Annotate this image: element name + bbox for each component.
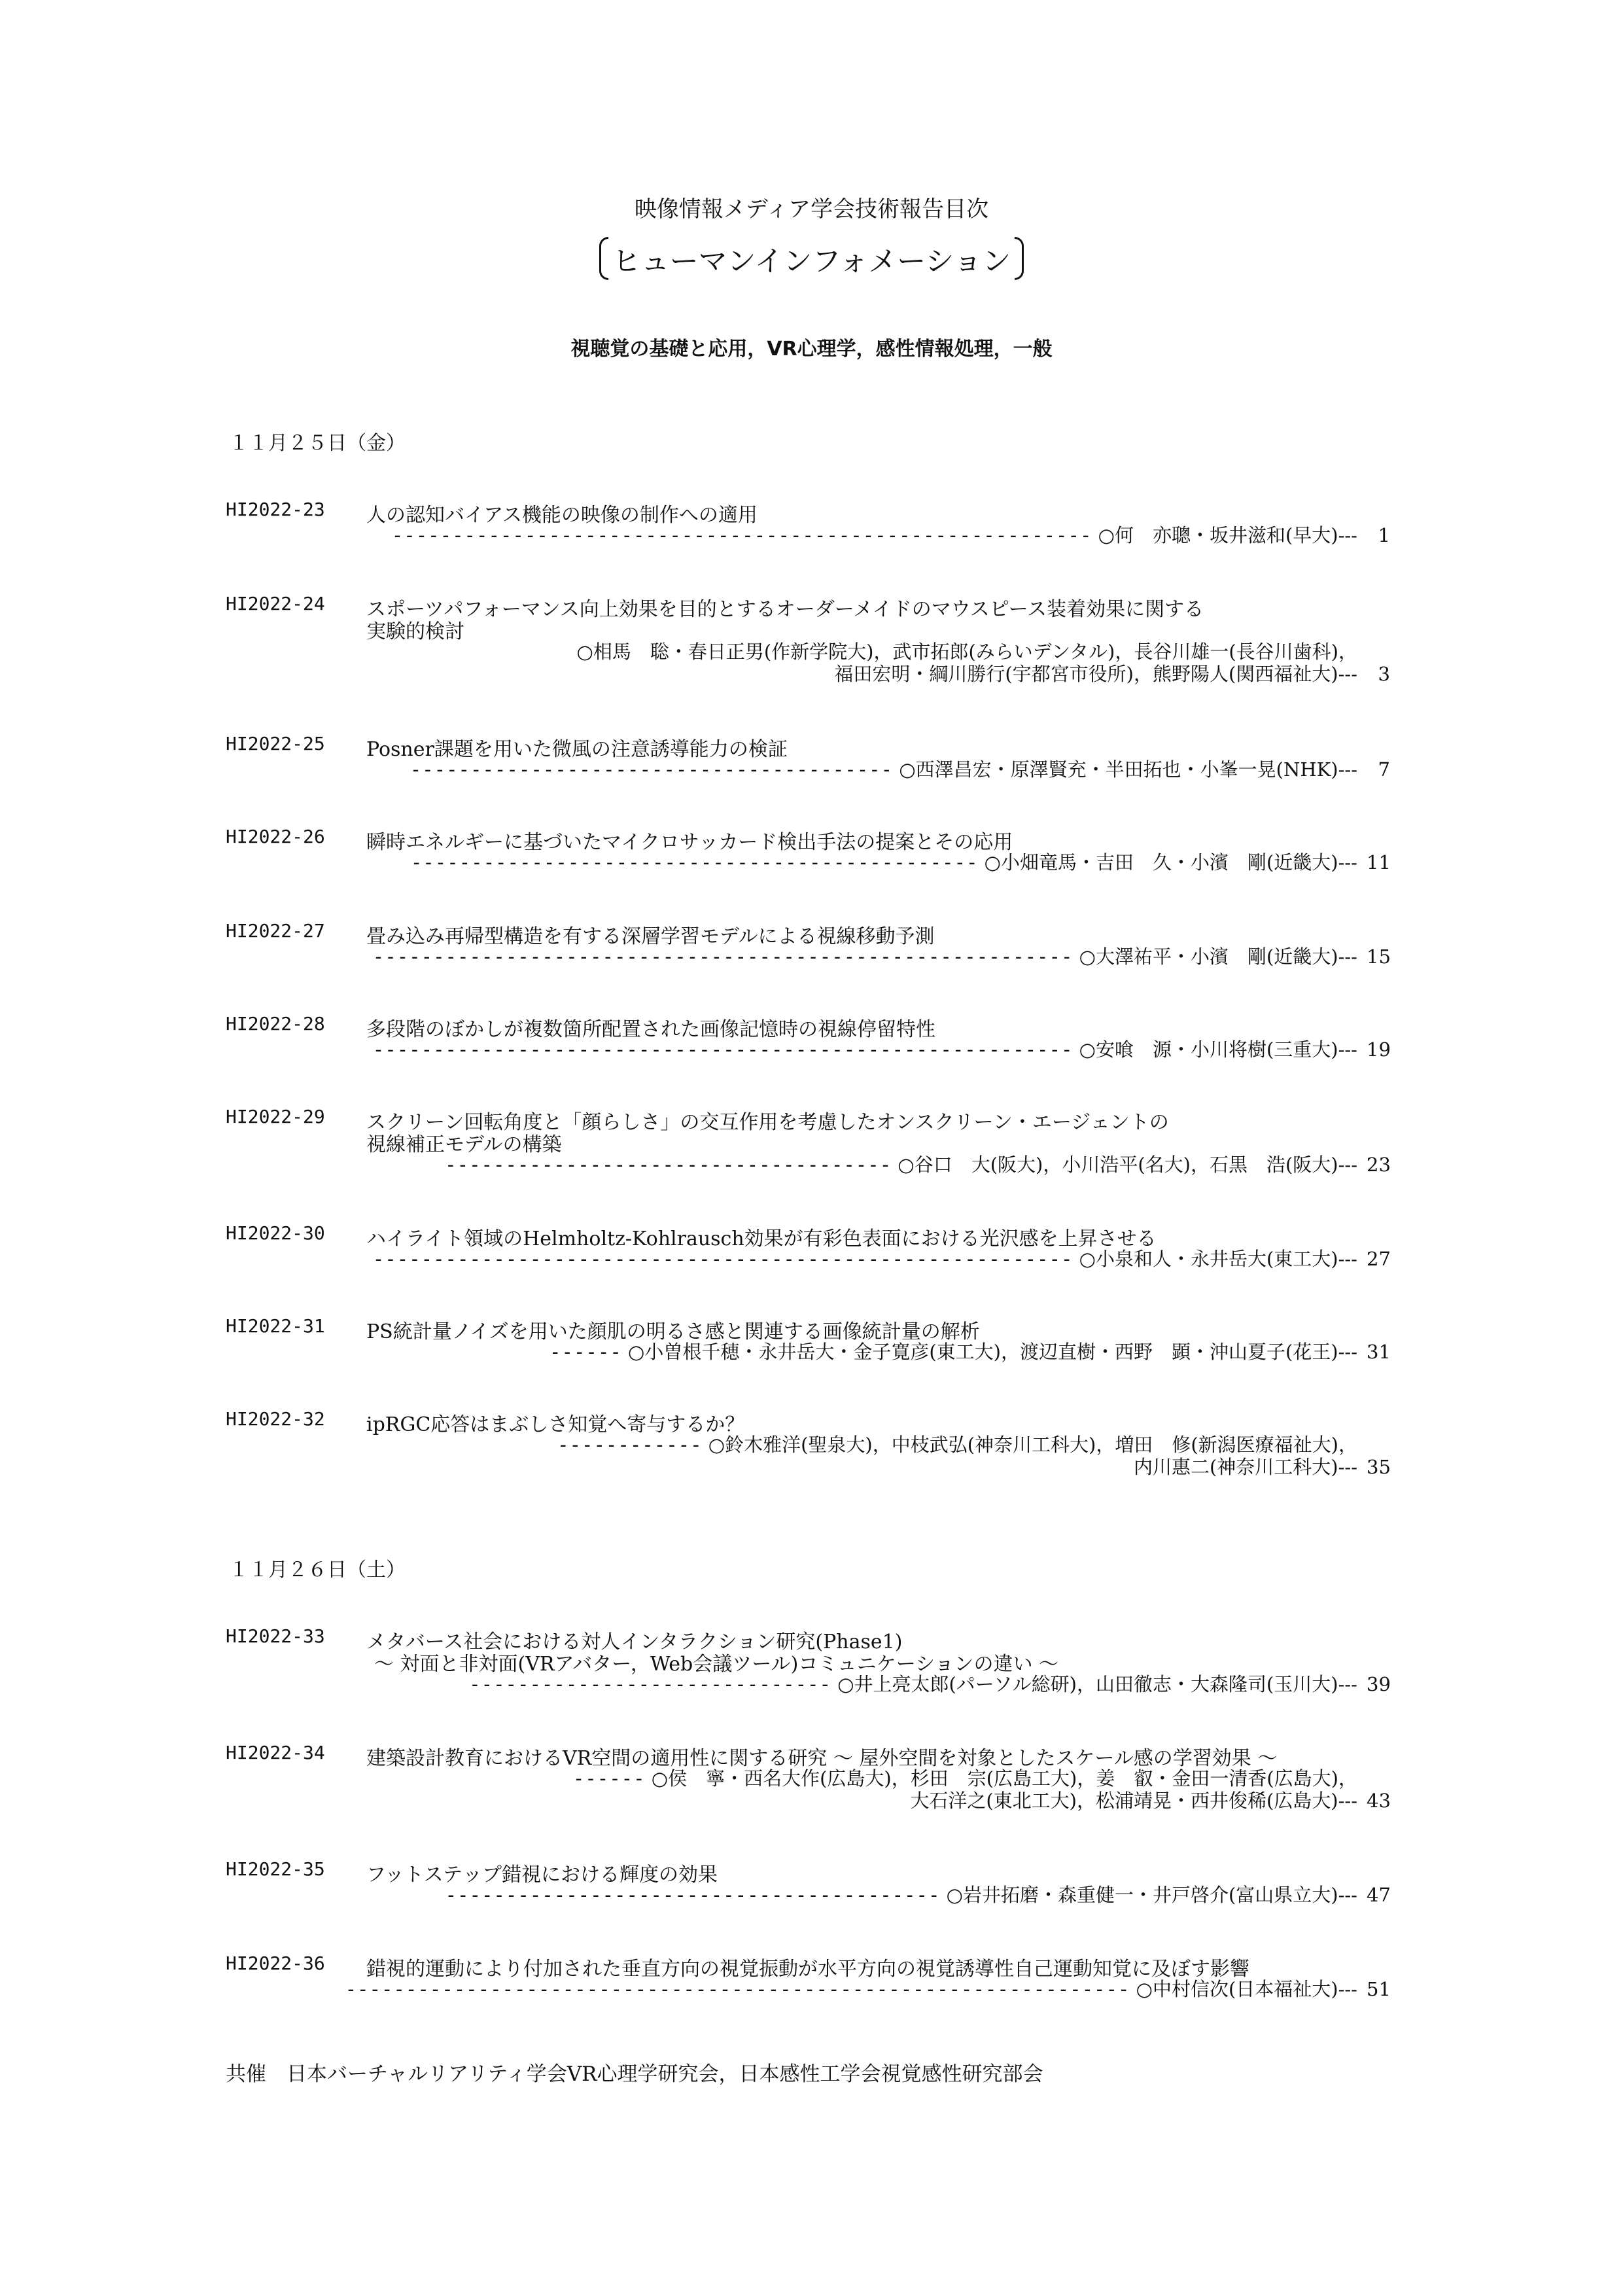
authors: 大石洋之(東北工大)，松浦靖晃・西井俊稀(広島大)--- bbox=[910, 1790, 1357, 1812]
authors: ○鈴木雅洋(聖泉大)，中枝武弘(神奈川工科大)，増田 修(新潟医療福祉大)， bbox=[708, 1434, 1357, 1456]
author-line bbox=[1134, 1453, 1390, 1479]
report-title: ipRGC応答はまぶしさ知覚へ寄与するか？ bbox=[366, 1413, 745, 1436]
report-title-cont: 実験的検討 bbox=[366, 620, 464, 643]
report-code: HI2022-34 bbox=[226, 1742, 325, 1763]
report-code: HI2022-35 bbox=[226, 1858, 325, 1880]
author-line bbox=[445, 1150, 1390, 1177]
report-title: 人の認知バイアス機能の映像の制作への適用 bbox=[366, 504, 758, 527]
day-heading: １１月２６日（土） bbox=[229, 1559, 406, 1581]
report-code: HI2022-29 bbox=[226, 1106, 325, 1127]
report-code: HI2022-36 bbox=[226, 1952, 325, 1974]
leader-dashes: ---------------------------------------------------------- bbox=[372, 1038, 1073, 1061]
report-title: Posner課題を用いた微風の注意誘導能力の検証 bbox=[366, 738, 788, 761]
author-line bbox=[373, 1035, 1390, 1062]
leader-dashes: ------------------------------------- bbox=[445, 1154, 892, 1176]
leader-dashes: ---------------------------------------------------------- bbox=[391, 524, 1092, 546]
author-line bbox=[834, 660, 1390, 686]
left-bracket bbox=[599, 237, 608, 280]
authors: 内川惠二(神奈川工科大)--- bbox=[1133, 1456, 1357, 1478]
page-number: 27 bbox=[1367, 1248, 1391, 1270]
report-title: 瞬時エネルギーに基づいたマイクロサッカード検出手法の提案とその応用 bbox=[366, 831, 1013, 854]
leader-dashes: ------------------------------ bbox=[469, 1673, 831, 1695]
authors: 福田宏明・綱川勝行(宇都宮市役所)，熊野陽人(関西福祉大)--- bbox=[834, 663, 1357, 685]
author-line bbox=[445, 1881, 1390, 1907]
authors: ○小曽根千穂・永井岳大・金子寛彦(東工大)，渡辺直樹・西野 顕・沖山夏子(花王)--- bbox=[628, 1341, 1357, 1363]
report-title-cont: 〜 対面と非対面(VRアバター，Web会議ツール)コミュニケーションの違い 〜 bbox=[374, 1653, 1059, 1676]
leader-dashes: ----------------------------------------------------------------- bbox=[345, 1978, 1130, 2000]
report-title: メタバース社会における対人インタラクション研究(Phase1) bbox=[366, 1631, 903, 1653]
author-line bbox=[910, 1786, 1390, 1813]
document-subtitle: 視聴覚の基礎と応用，VR心理学，感性情報処理，一般 bbox=[570, 338, 1053, 361]
report-code: HI2022-25 bbox=[226, 733, 325, 754]
report-title: スポーツパフォーマンス向上効果を目的とするオーダーメイドのマウスピース装着効果に関する bbox=[366, 598, 1204, 621]
report-code: HI2022-26 bbox=[226, 826, 325, 847]
report-code: HI2022-23 bbox=[226, 499, 325, 520]
leader-dashes: ------------ bbox=[557, 1434, 703, 1456]
authors: ○何 亦聰・坂井滋和(早大)--- bbox=[1098, 524, 1357, 546]
page-number: 31 bbox=[1367, 1341, 1391, 1363]
report-code: HI2022-33 bbox=[226, 1625, 325, 1647]
leader-dashes: ------ bbox=[572, 1767, 646, 1790]
authors: ○相馬 聡・春日正男(作新学院大)，武市拓郎(みらいデンタル)，長谷川雄一(長谷川歯科)， bbox=[576, 641, 1357, 663]
author-line bbox=[411, 848, 1390, 875]
leader-dashes: ------ bbox=[550, 1341, 622, 1363]
authors: ○井上亮太郎(パーソル総研)，山田徹志・大森隆司(玉川大)--- bbox=[837, 1673, 1357, 1695]
document-title: 映像情報メディア学会技術報告目次 bbox=[634, 196, 989, 222]
authors: ○侯 寧・西名大作(広島大)，杉田 宗(広島工大)，姜 叡・金田一清香(広島大)， bbox=[651, 1767, 1357, 1790]
author-line bbox=[410, 755, 1390, 782]
authors: ○安喰 源・小川将樹(三重大)--- bbox=[1079, 1038, 1357, 1061]
leader-dashes: ----------------------------------------------- bbox=[410, 851, 979, 874]
authors: ○岩井拓磨・森重健一・井戸啓介(富山県立大)--- bbox=[946, 1884, 1357, 1906]
day-heading: １１月２５日（金） bbox=[229, 432, 406, 455]
authors: ○大澤祐平・小濱 剛(近畿大)--- bbox=[1079, 945, 1357, 968]
report-title: スクリーン回転角度と「顔らしさ」の交互作用を考慮したオンスクリーン・エージェントの bbox=[366, 1111, 1169, 1134]
report-title-cont: 視線補正モデルの構築 bbox=[366, 1133, 562, 1156]
page-number: 1 bbox=[1378, 524, 1390, 546]
page-number: 7 bbox=[1378, 758, 1390, 781]
authors: ○小泉和人・永井岳大(東工大)--- bbox=[1079, 1248, 1357, 1270]
series-label: ヒューマンインフォメーション bbox=[612, 245, 1011, 278]
page-number: 35 bbox=[1367, 1456, 1391, 1478]
leader-dashes: ---------------------------------------------------------- bbox=[372, 945, 1073, 968]
leader-dashes: ---------------------------------------------------------- bbox=[372, 1248, 1073, 1270]
page-number: 19 bbox=[1367, 1038, 1391, 1061]
report-title: PS統計量ノイズを用いた顔肌の明るさ感と関連する画像統計量の解析 bbox=[366, 1320, 980, 1343]
report-title: フットステップ錯視における輝度の効果 bbox=[366, 1863, 718, 1886]
report-code: HI2022-31 bbox=[226, 1315, 325, 1337]
report-code: HI2022-27 bbox=[226, 920, 325, 942]
page-number: 23 bbox=[1367, 1154, 1391, 1176]
leader-dashes: ----------------------------------------- bbox=[445, 1884, 941, 1906]
page-number: 3 bbox=[1378, 663, 1390, 685]
series-name bbox=[599, 237, 1024, 280]
report-code: HI2022-28 bbox=[226, 1013, 325, 1034]
authors: ○谷口 大(阪大)，小川浩平(名大)，石黒 浩(阪大)--- bbox=[898, 1154, 1357, 1176]
authors: ○西澤昌宏・原澤賢充・半田拓也・小峯一晃(NHK)--- bbox=[899, 758, 1357, 781]
report-title: 錯視的運動により付加された垂直方向の視覚振動が水平方向の視覚誘導性自己運動知覚に及ぼす影響 bbox=[366, 1958, 1249, 1981]
report-title: 建築設計教育におけるVR空間の適用性に関する研究 〜 屋外空間を対象としたスケール感の学習効果 〜 bbox=[366, 1747, 1278, 1770]
report-code: HI2022-30 bbox=[226, 1222, 325, 1244]
author-line bbox=[392, 521, 1390, 548]
page-number: 47 bbox=[1367, 1884, 1391, 1906]
report-code: HI2022-24 bbox=[226, 593, 325, 614]
author-line bbox=[373, 1245, 1390, 1271]
author-line bbox=[550, 1337, 1390, 1364]
author-line bbox=[469, 1670, 1390, 1697]
leader-dashes: ---------------------------------------- bbox=[410, 758, 894, 781]
co-sponsor-note: 共催 日本バーチャルリアリティ学会VR心理学研究会，日本感性工学会視覚感性研究部会 bbox=[226, 2062, 1043, 2086]
report-title: ハイライト領域のHelmholtz-Kohlrausch効果が有彩色表面における光沢感を上昇させる bbox=[366, 1227, 1157, 1250]
authors: ○中村信次(日本福祉大)--- bbox=[1136, 1978, 1357, 2000]
report-title: 畳み込み再帰型構造を有する深層学習モデルによる視線移動予測 bbox=[366, 925, 935, 948]
author-line bbox=[345, 1975, 1390, 2002]
page-number: 39 bbox=[1367, 1673, 1391, 1695]
report-code: HI2022-32 bbox=[226, 1408, 325, 1430]
right-bracket bbox=[1015, 237, 1024, 280]
page-number: 51 bbox=[1367, 1978, 1391, 2000]
page-number: 15 bbox=[1367, 945, 1391, 968]
page-number: 43 bbox=[1367, 1790, 1391, 1812]
page-number: 11 bbox=[1367, 851, 1391, 874]
author-line bbox=[373, 942, 1390, 969]
authors: ○小畑竜馬・吉田 久・小濱 剛(近畿大)--- bbox=[984, 851, 1357, 874]
report-title: 多段階のぼかしが複数箇所配置された画像記憶時の視線停留特性 bbox=[366, 1018, 935, 1041]
